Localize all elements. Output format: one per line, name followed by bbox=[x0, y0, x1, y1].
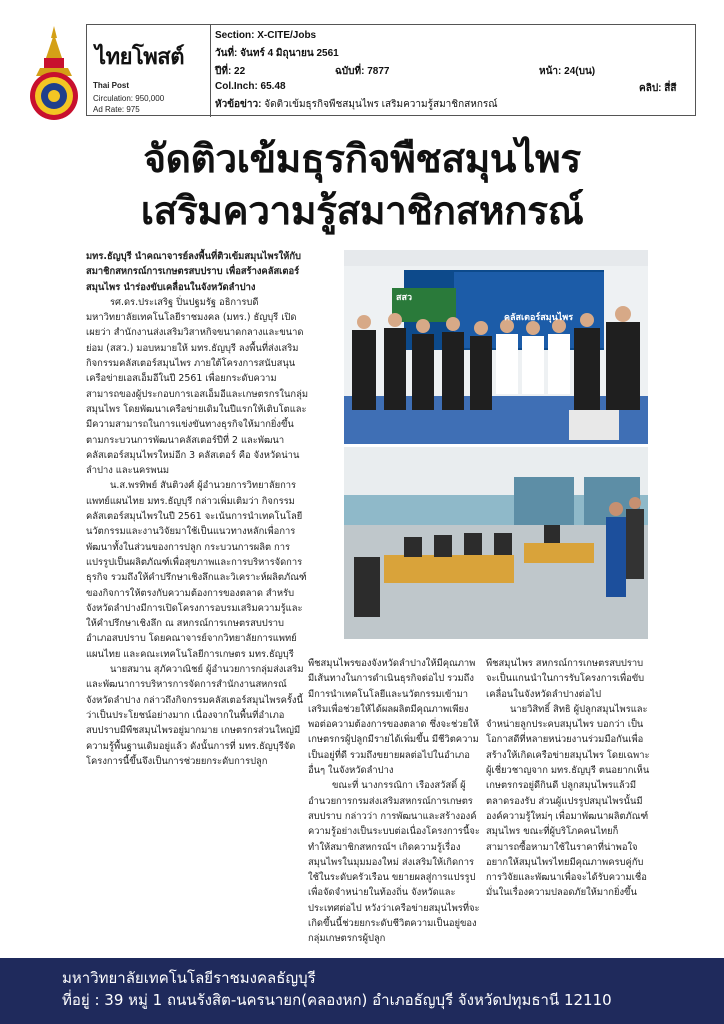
article-paragraph: พืชสมุนไพรของจังหวัดลำปางให้มีคุณภาพ มีเส้นทางในการดำเนินธุรกิจต่อไป รวมถึงมีการนำเทคโนโลยีและนวัตกรรมเข้ามาเสริมเพื่อช่วยให้ได้ผลผลิตมีคุณภาพเพียงพอต่อความต้องการของตลาด ซึ่งจะช่วยให้เกษตรกรผู้ปลูกมีรายได้เพิ่มขึ้น มีชีวิตความเป็นอยู่ที่ดี รวมถึงขยายผลต่อไปในอำเภออื่นๆ ในจังหวัดลำปาง bbox=[308, 658, 479, 777]
footer-bar bbox=[0, 958, 724, 1024]
university-seal-logo bbox=[26, 24, 82, 122]
article-paragraph: น.ส.พรทิพย์ สันติวงศ์ ผู้อำนวยการวิทยาลัยการแพทย์แผนไทย มทร.ธัญบุรี กล่าวเพิ่มเติมว่า กิจกรรมคลัสเตอร์สมุนไพรในปี 2561 จะเน้นการนำเทคโนโลยี นวัตกรรมและงานวิจัยมาใช้เป็นแนวทางหลักเพื่อการพัฒนาทั้งในส่วนของการปลูก กระบวนการผลิต การแปรรูปเป็นผลิตภัณฑ์เพื่อสุขภาพและการบริหารจัดการธุรกิจ รวมถึงให้คำปรึกษาเชิงลึกและวิเคราะห์ผลิตภัณฑ์ของกิจการให้ตรงกับความต้องการของตลาด สำหรับจังหวัดลำปางมีการเปิดโครงการอบรมเสริมความรู้และให้คำปรึกษาเชิงลึก ณ สหกรณ์การเกษตรสบปราบ อำเภอสบปราบ โดยคณาจารย์จากวิทยาลัยการแพทย์แผนไทย และคณะเทคโนโลยีการเกษตร มทร.ธัญบุรี bbox=[86, 480, 307, 660]
article-paragraph: นายวิสิทธิ์ สิทธิ ผู้ปลูกสมุนไพรและจำหน่ายลูกประคบสมุนไพร บอกว่า เป็นโอกาสดีที่หลายหน่วยงานร่วมมือกันเพื่อสร้างให้เกิดเครือข่ายสมุนไพร โดยเฉพาะผู้เชี่ยวชาญจาก มทร.ธัญบุรี ตนอยากเห็นเกษตรกรอยู่ดีกินดี ปลูกสมุนไพรแล้วมีตลาดรองรับ ส่วนผู้แปรรูปสมุนไพรนั้นมีองค์ความรู้ใหม่ๆ เพื่อมาพัฒนาผลิตภัณฑ์สมุนไพร ขณะที่ผู้บริโภคคนไทยก็สามารถซื้อหามาใช้ในราคาที่น่าพอใจ อยากให้สมุนไพรไทยมีคุณภาพครบคู่กับการวิจัยและพัฒนาเพื่อจะได้รับความเชื่อมั่นในเรื่องความปลอดภัยให้มากยิ่งขึ้น bbox=[486, 703, 650, 899]
article-column-3 bbox=[486, 656, 650, 909]
headline-info bbox=[215, 97, 498, 112]
article-lead: มทร.ธัญบุรี นำคณาจารย์ลงพื้นที่ติวเข้มสมุนไพรให้กับสมาชิกสหกรณ์การเกษตรสบปราบ เพื่อสร้างคลัสเตอร์สมุนไพร นำร่องขับเคลื่อนในจังหวัดลำปาง bbox=[86, 251, 301, 293]
clip-info-box bbox=[86, 24, 696, 116]
headline-line-1: จัดติวเข้มธุรกิจพืชสมุนไพร bbox=[143, 137, 581, 182]
article-paragraph: พืชสมุนไพร สหกรณ์การเกษตรสบปราบจะเป็นแกนนำในการรับโครงการเพื่อขับเคลื่อนในจังหวัดลำปางต่อไป bbox=[486, 658, 645, 700]
clip-color: คลิป: สี่สี bbox=[639, 83, 677, 94]
section: Section: X-CITE/Jobs bbox=[215, 30, 317, 41]
circulation: Circulation: 950,000 bbox=[93, 94, 165, 103]
page: หน้า: 24(บน) bbox=[539, 66, 596, 77]
article-paragraph: รศ.ดร.ประเสริฐ ปิ่นปฐมรัฐ อธิการบดีมหาวิทยาลัยเทคโนโลยีราชมงคล (มทร.) ธัญบุรี เปิดเผยว่า สำนักงานส่งเสริมวิสาหกิจขนาดกลางและขนาดย่อม (สสว.) มอบหมายให้ มทร.ธัญบุรี ลงพื้นที่ส่งเสริมกิจกรรมคลัสเตอร์สมุนไพร ภายใต้โครงการสนับสนุนเครือข่ายเอสเอ็มอีในปี 2561 เพื่อยกระดับความสามารถของผู้ประกอบการเอสเอ็มอีและเกษตรกรในกลุ่มสมุนไพร โดยพัฒนาเครือข่ายเดิมในปีแรกให้เติบโตและมีความสามารถในการแข่งขันทางธุรกิจให้มากยิ่งขึ้น ตามกระบวนการพัฒนาคลัสเตอร์ปีที่ 2 และพัฒนาคลัสเตอร์สมุนไพรใหม่อีก 3 คลัสเตอร์ คือ จังหวัดน่าน ลำปาง และนครพนม bbox=[86, 296, 309, 477]
banner-text-right: คลัสเตอร์สมุนไพร bbox=[504, 313, 574, 323]
article-column-2 bbox=[308, 656, 480, 945]
headline-label: หัวข้อข่าว: bbox=[215, 99, 262, 110]
training-room-photo bbox=[344, 447, 648, 639]
headline-line-2: เสริมความรู้สมาชิกสหกรณ์ bbox=[140, 189, 584, 234]
article-paragraph: นายสมาน สุภัควาณิชย์ ผู้อำนวยการกลุ่มส่งเสริมและพัฒนาการบริหารการจัดการสำนักงานสหกรณ์ จังหวัดลำปาง กล่าวถึงกิจกรรมคลัสเตอร์สมุนไพรครั้งนี้ว่าเป็นประโยชน์อย่างมาก เนื่องจากในพื้นที่อำเภอสบปราบมีพืชสมุนไพรอยู่มากมาย เกษตรกรส่วนใหญ่มีความรู้พื้นฐานเดิมอยู่แล้ว ดังนั้นการที่ มทร.ธัญบุรีจัดโครงการนี้ขึ้นจึงเป็นการช่วยยกระดับการปลูก bbox=[86, 664, 304, 767]
footer-address: ที่อยู่ : 39 หมู่ 1 ถนนรังสิต-นครนายก(คลองหก) อำเภอธัญบุรี จังหวัดปทุมธานี 12110 bbox=[62, 991, 612, 1009]
article-paragraph: ขณะที่ นางกรรณิกา เรืองสวัสดิ์ ผู้อำนวยการกรมส่งเสริมสหกรณ์การเกษตรสบปราบ กล่าวว่า การพัฒนาและสร้างองค์ความรู้อย่างเป็นระบบต่อเนื่องโครงการนี้จะทำให้สมาชิกสหกรณ์ฯ เกิดความรู้เรื่องสมุนไพรในมุมมองใหม่ ส่งเสริมให้เกิดการใช้ในระดับครัวเรือน ขยายผลสู่การแปรรูปเพื่อจัดจำหน่ายในท้องถิ่น จังหวัดและประเทศต่อไป หวังว่าเครือข่ายสมุนไพรที่จะเกิดขึ้นนี้ช่วยยกระดับชีวิตความเป็นอยู่ของกลุ่มเกษตรกรผู้ปลูก bbox=[308, 780, 480, 945]
newspaper-masthead bbox=[87, 25, 211, 117]
footer-university-name: มหาวิทยาลัยเทคโนโลยีราชมงคลธัญบุรี bbox=[62, 969, 316, 987]
col-inch: Col.Inch: 65.48 bbox=[215, 81, 286, 92]
issue: ฉบับที่: 7877 bbox=[335, 66, 390, 77]
group-photo bbox=[344, 250, 648, 444]
ad-rate: Ad Rate: 975 bbox=[93, 105, 140, 114]
article-column-1 bbox=[86, 249, 308, 909]
date: วันที่: จันทร์ 4 มิถุนายน 2561 bbox=[215, 48, 339, 59]
newspaper-name: ไทยโพสต์ bbox=[95, 45, 184, 70]
headline-value: จัดติวเข้มธุรกิจพืชสมุนไพร เสริมความรู้สมาชิกสหกรณ์ bbox=[264, 99, 498, 110]
year: ปีที่: 22 bbox=[215, 66, 246, 77]
newspaper-name-en: Thai Post bbox=[93, 81, 130, 90]
banner-text-left: สสว bbox=[396, 292, 413, 302]
